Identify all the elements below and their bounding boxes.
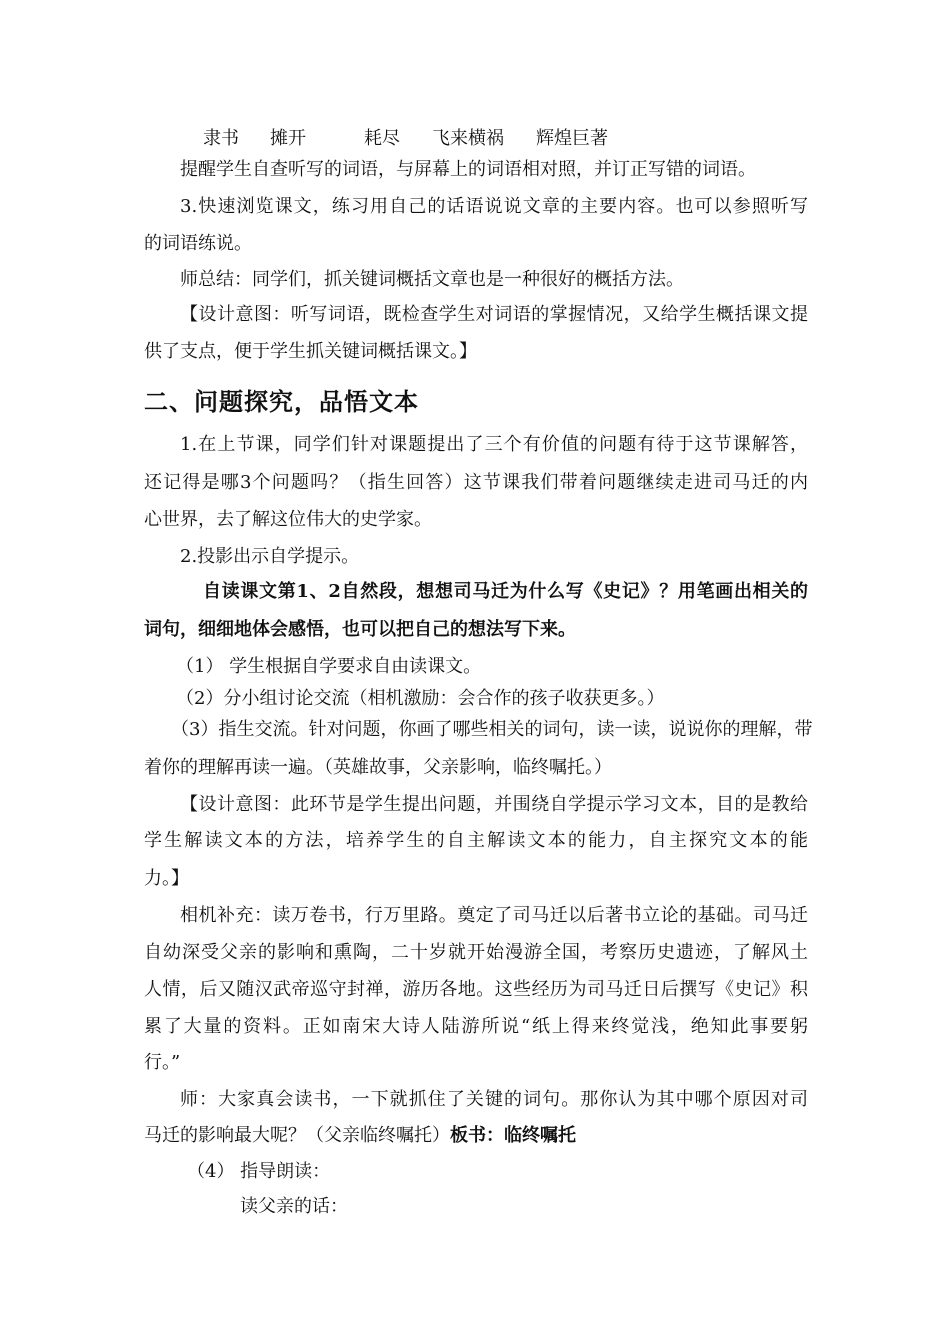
paragraph-line: 累了大量的资料。正如南宋大诗人陆游所说“纸上得来终觉浅，绝知此事要躬 <box>144 1016 808 1037</box>
design-intent-line: 学生解读文本的方法，培养学生的自主解读文本的能力，自主探究文本的能 <box>144 830 808 851</box>
paragraph-line: 的词语练说。 <box>144 233 252 254</box>
paragraph-line: 提醒学生自查听写的词语，与屏幕上的词语相对照，并订正写错的词语。 <box>180 159 756 180</box>
step-line: （3）指生交流。针对问题，你画了哪些相关的词句，读一读，说说你的理解，带 <box>171 719 813 740</box>
design-intent-line: 【设计意图：听写词语，既检查学生对词语的掌握情况，又给学生概括课文提 <box>180 304 808 325</box>
paragraph-line: 2.投影出示自学提示。 <box>180 546 360 567</box>
paragraph-line: 自幼深受父亲的影响和熏陶，二十岁就开始漫游全国，考察历史遗迹，了解风土 <box>144 942 808 963</box>
step-line: （1） 学生根据自学要求自由读课文。 <box>176 656 482 677</box>
paragraph-line: 师：大家真会读书，一下就抓住了关键的词句。那你认为其中哪个原因对司 <box>180 1089 808 1110</box>
paragraph-text: 马迁的影响最大呢？（父亲临终嘱托） <box>144 1125 450 1146</box>
self-study-prompt-line: 词句，细细地体会感悟，也可以把自己的想法写下来。 <box>144 619 576 640</box>
paragraph-line: 相机补充：读万卷书，行万里路。奠定了司马迁以后著书立论的基础。司马迁 <box>180 905 808 926</box>
dictation-word: 辉煌巨著 <box>536 128 608 149</box>
paragraph-line: 着你的理解再读一遍。（英雄故事，父亲影响，临终嘱托。） <box>144 757 612 778</box>
step-line: （2）分小组讨论交流（相机激励：会合作的孩子收获更多。） <box>176 688 665 709</box>
paragraph-line: 心世界，去了解这位伟大的史学家。 <box>144 509 432 530</box>
blackboard-note: 板书：临终嘱托 <box>450 1125 576 1146</box>
section-heading: 二、问题探究，品悟文本 <box>144 388 419 416</box>
self-study-prompt-line: 自读课文第1、2自然段，想想司马迁为什么写《史记》？用笔画出相关的 <box>203 581 808 602</box>
dictation-word: 摊开 <box>270 128 306 149</box>
paragraph-line <box>144 1124 808 1148</box>
paragraph-line: 3.快速浏览课文，练习用自己的话语说说文章的主要内容。也可以参照听写 <box>180 196 808 217</box>
design-intent-line: 供了支点，便于学生抓关键词概括课文。】 <box>144 341 477 362</box>
paragraph-line: 人情，后又随汉武帝巡守封禅，游历各地。这些经历为司马迁日后撰写《史记》积 <box>144 979 808 1000</box>
paragraph-line: 1.在上节课，同学们针对课题提出了三个有价值的问题有待于这节课解答， <box>180 434 808 455</box>
design-intent-line: 力。】 <box>144 868 189 889</box>
paragraph-line: 读父亲的话： <box>240 1196 348 1217</box>
design-intent-line: 【设计意图：此环节是学生提出问题，并围绕自学提示学习文本，目的是教给 <box>180 794 808 815</box>
step-line: （4） 指导朗读： <box>187 1161 331 1182</box>
dictation-word: 耗尽 <box>364 128 400 149</box>
paragraph-line: 师总结：同学们，抓关键词概括文章也是一种很好的概括方法。 <box>180 269 684 290</box>
paragraph-line: 行。” <box>144 1052 181 1073</box>
dictation-word: 隶书 <box>203 128 239 149</box>
paragraph-line: 还记得是哪3个问题吗？（指生回答）这节课我们带着问题继续走进司马迁的内 <box>144 472 808 493</box>
dictation-word: 飞来横祸 <box>432 128 504 149</box>
dictation-word-row <box>0 127 950 151</box>
